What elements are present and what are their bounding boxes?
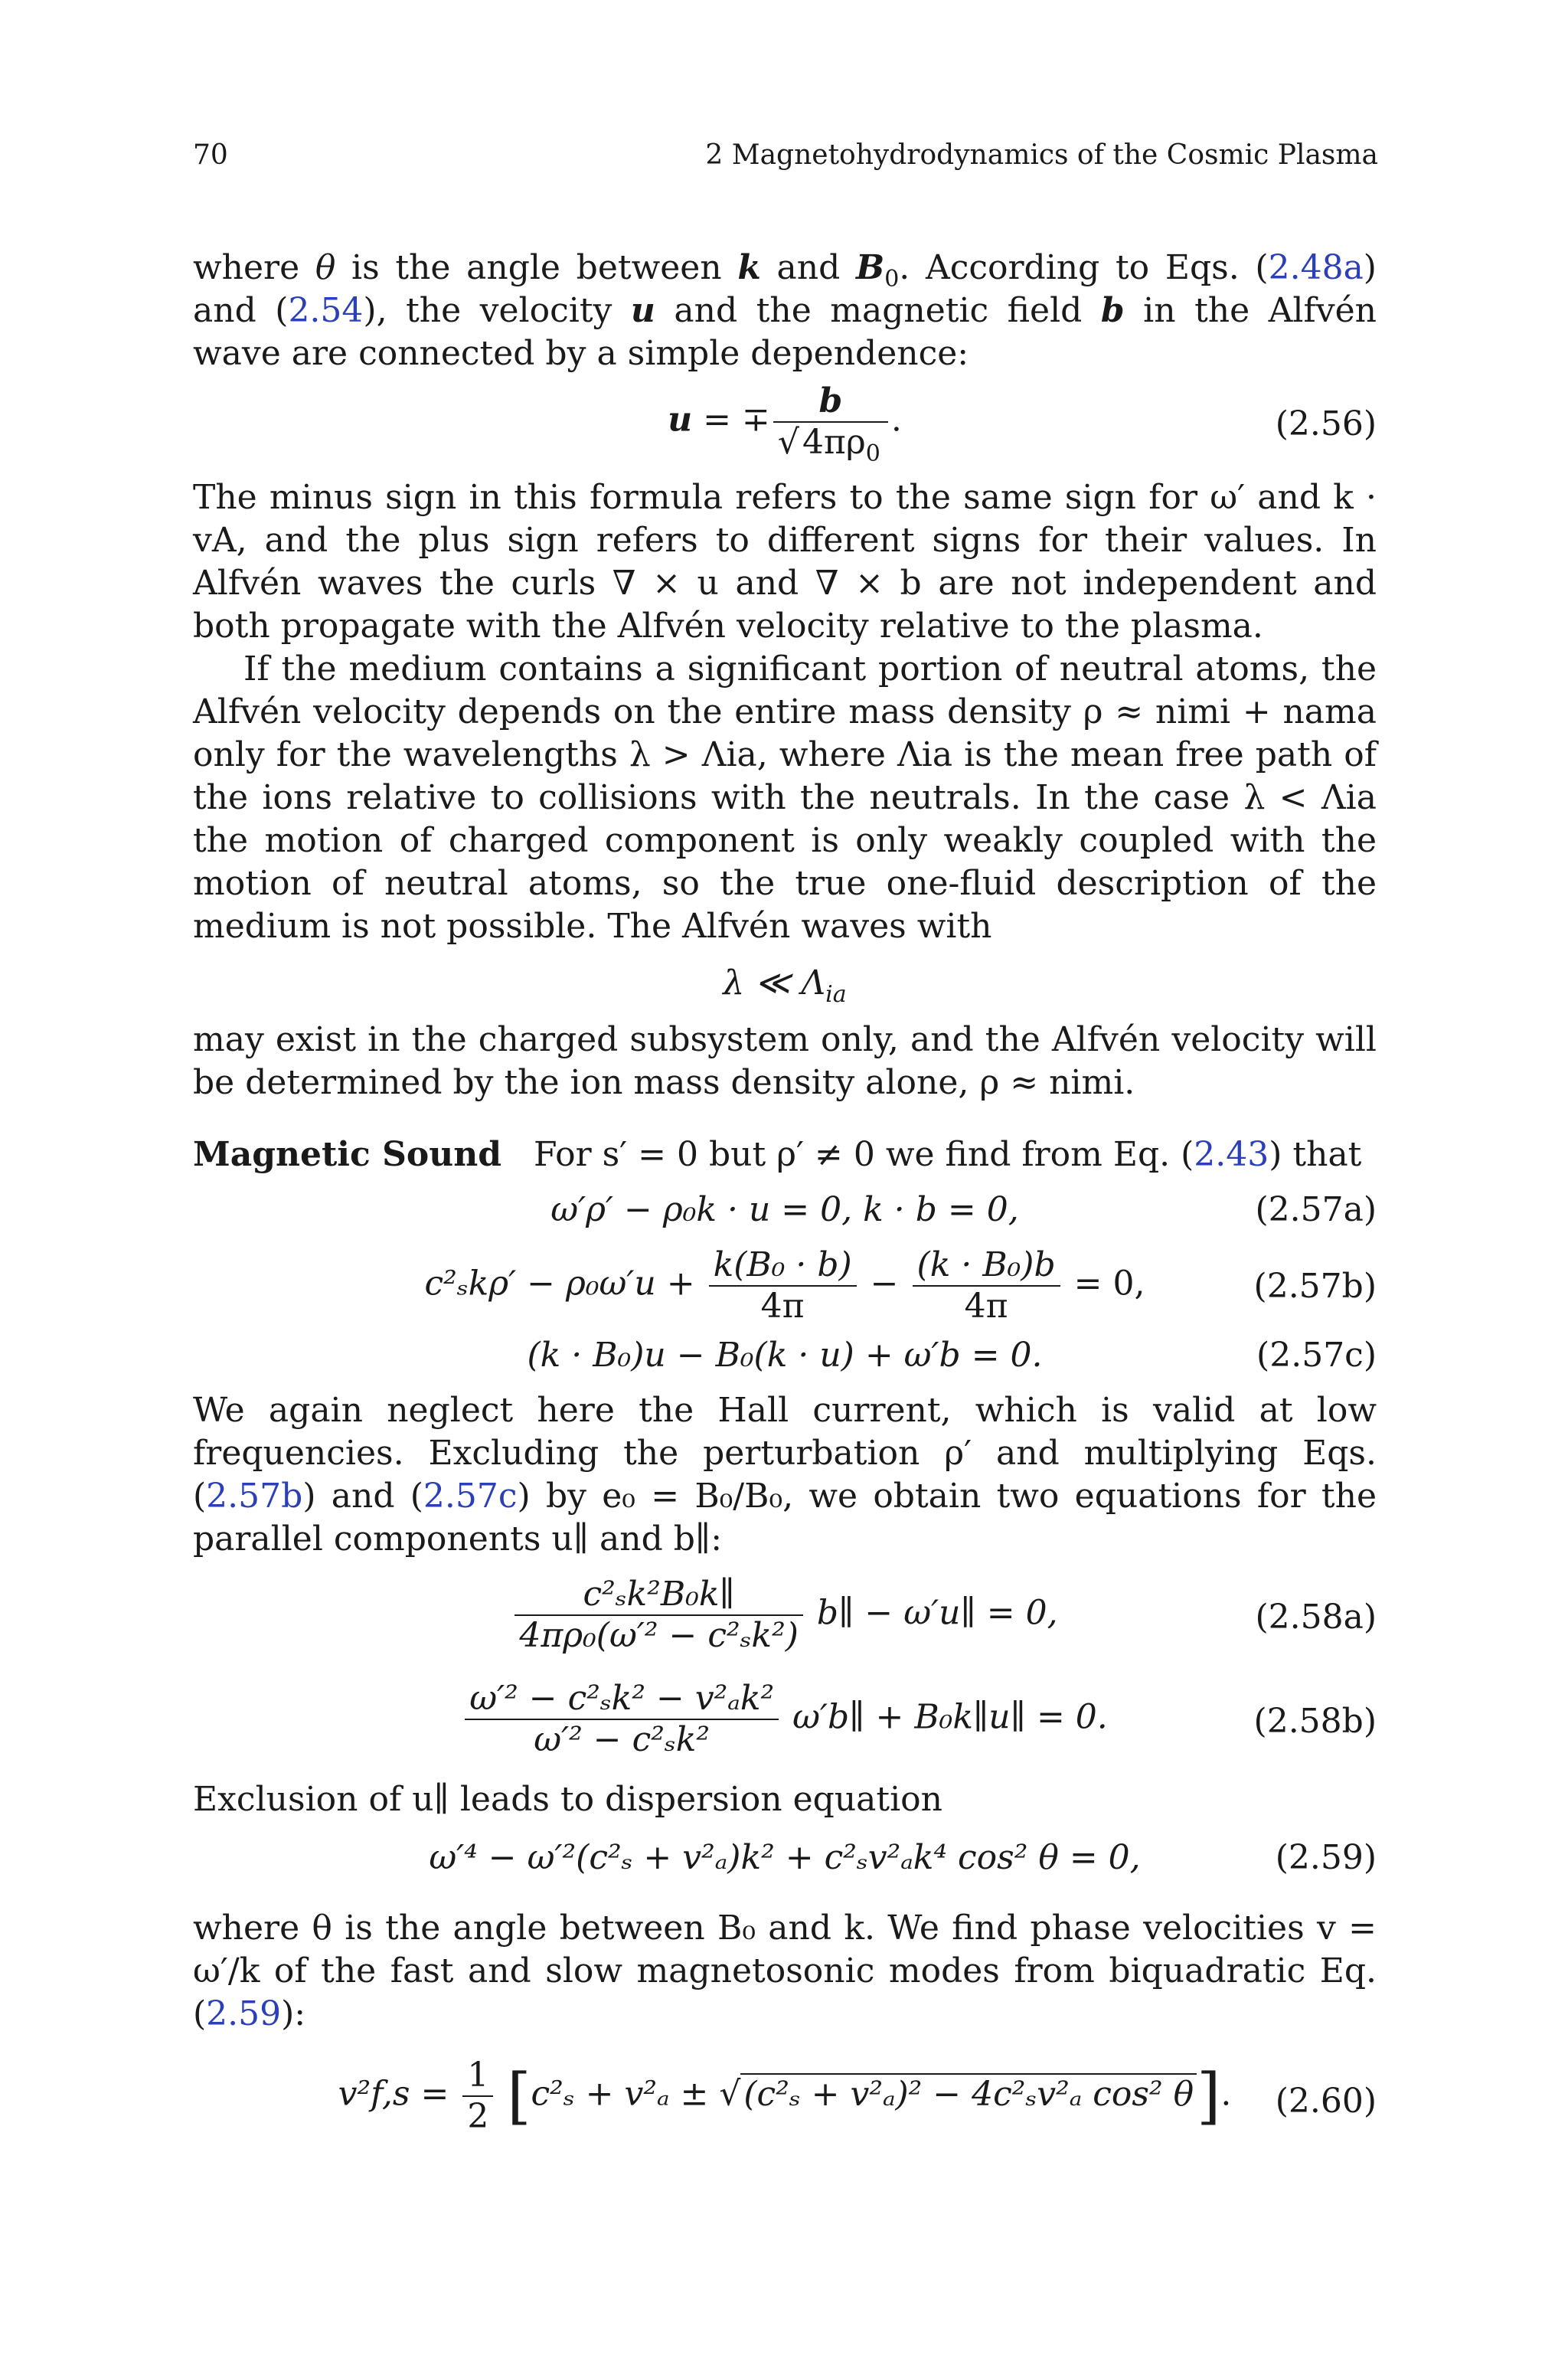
equation-2-58a: $\frac{\text{c²ₛk²B₀k∥}}{\text{4πρ₀(ω′² − c²ₛk²)}}$ b∥ − ω′u∥ = 0, (2.58a) xyxy=(193,1575,1377,1670)
running-head: 2 Magnetohydrodynamics of the Cosmic Plasma xyxy=(705,139,1378,171)
paragraph-minus-sign: The minus sign in this formula refers to the same sign for ω′ and k · vA, and the plus sign refers to different signs for their values. In Alfvén waves the curls ∇ × u and ∇ × b are not independent and both propagate with the Alfvén velocity relative to the plasma. xyxy=(193,478,1377,646)
equation-2-57c: (k · B₀)u − B₀(k · u) + ω′b = 0. (2.57c) xyxy=(527,1336,1377,1375)
eq-ref-link[interactable]: 2.57b xyxy=(206,1477,303,1516)
paragraph-neutral-atoms: If the medium contains a significant portion of neutral atoms, the Alfvén velocity depends on the entire mass density ρ ≈ nimi + nama only for the wavelengths λ > Λia, where Λia is the mean free path of the ions relative to collisions with the neutrals. In the case λ < Λia the motion of charged component is only weakly coupled with the motion of neutral atoms, so the true one-fluid description of the medium is not possible. The Alfvén waves with xyxy=(193,649,1377,946)
paragraph-intro: where θ is the angle between k and $B_0$. According to Eqs. (2.48a) and (2.54), the velocity u and the magnetic field b in the Alfvén wave are connected by a simple dependence: xyxy=(193,248,1377,373)
eq-ref-link[interactable]: 2.48a xyxy=(1268,248,1364,287)
paragraph-phase-velocities: where θ is the angle between B₀ and k. We find phase velocities v = ω′/k of the fast and slow magnetosonic modes from biquadratic Eq. (2.59): xyxy=(193,1909,1377,2033)
equation-number: (2.57c) xyxy=(1256,1336,1377,1375)
equation-number: (2.56) xyxy=(1275,404,1377,443)
page-number: 70 xyxy=(193,139,228,171)
equation-2-59: ω′⁴ − ω′²(c²ₛ + v²ₐ)k² + c²ₛv²ₐk⁴ cos² θ = 0, (2.59) xyxy=(429,1838,1377,1877)
equation-2-57a: ω′ρ′ − ρ₀k · u = 0, k · b = 0, (2.57a) xyxy=(550,1190,1377,1229)
equation-number: (2.59) xyxy=(1275,1838,1377,1877)
equation-2-60: v²f,s = $\frac{1}{2}$ [c²ₛ + v²ₐ ± √(c²ₛ + v²ₐ)² − 4c²ₛv²ₐ cos² θ]. (2.60) xyxy=(338,2056,1377,2136)
eq-ref-link[interactable]: 2.59 xyxy=(206,1994,282,2033)
text-column xyxy=(193,247,1377,2155)
section-title: Magnetic Sound xyxy=(193,1135,501,1174)
equation-2-58b: $\frac{\text{ω′² − c²ₛk² − v²ₐk²}}{\text{ω′² − c²ₛk²}}$ ω′b∥ + B₀k∥u∥ = 0. (2.58b) xyxy=(193,1679,1377,1774)
equation-number: (2.60) xyxy=(1275,2082,1377,2121)
paragraph-magnetic-sound: Magnetic Sound For s′ = 0 but ρ′ ≠ 0 we find from Eq. (2.43) that xyxy=(193,1135,1362,1174)
eq-ref-link[interactable]: 2.54 xyxy=(288,291,364,330)
paragraph-exclusion: Exclusion of u∥ leads to dispersion equation xyxy=(193,1780,942,1819)
equation-number: (2.58b) xyxy=(1253,1702,1377,1741)
equation-2-57b: c²ₛkρ′ − ρ₀ω′u + $\frac{\text{k(B₀ · b)}}{4\pi}$ − $\frac{\text{(k · B₀)b}}{4\pi}$ = 0, (2.57b) xyxy=(424,1245,1377,1326)
equation-2-56: u = ∓ $\frac{b}{√4\pi\rho_0}$ . (2.56) xyxy=(668,381,1377,467)
paragraph-hall-current: We again neglect here the Hall current, which is valid at low frequencies. Excluding the perturbation ρ′ and multiplying Eqs. (2.57b) and (2.57c) by e₀ = B₀/B₀, we obtain two equations for the parallel components u∥ and b∥: xyxy=(193,1391,1377,1559)
eq-ref-link[interactable]: 2.43 xyxy=(1194,1135,1269,1174)
equation-number: (2.57b) xyxy=(1253,1267,1377,1306)
equation-lambda: λ ≪ $\Lambda_{ia}$ xyxy=(723,963,847,1008)
equation-number: (2.57a) xyxy=(1255,1190,1377,1229)
equation-number: (2.58a) xyxy=(1255,1598,1377,1637)
eq-ref-link[interactable]: 2.57c xyxy=(423,1477,518,1516)
paragraph-charged-subsystem: may exist in the charged subsystem only, and the Alfvén velocity will be determined by the ion mass density alone, ρ ≈ nimi. xyxy=(193,1020,1377,1102)
